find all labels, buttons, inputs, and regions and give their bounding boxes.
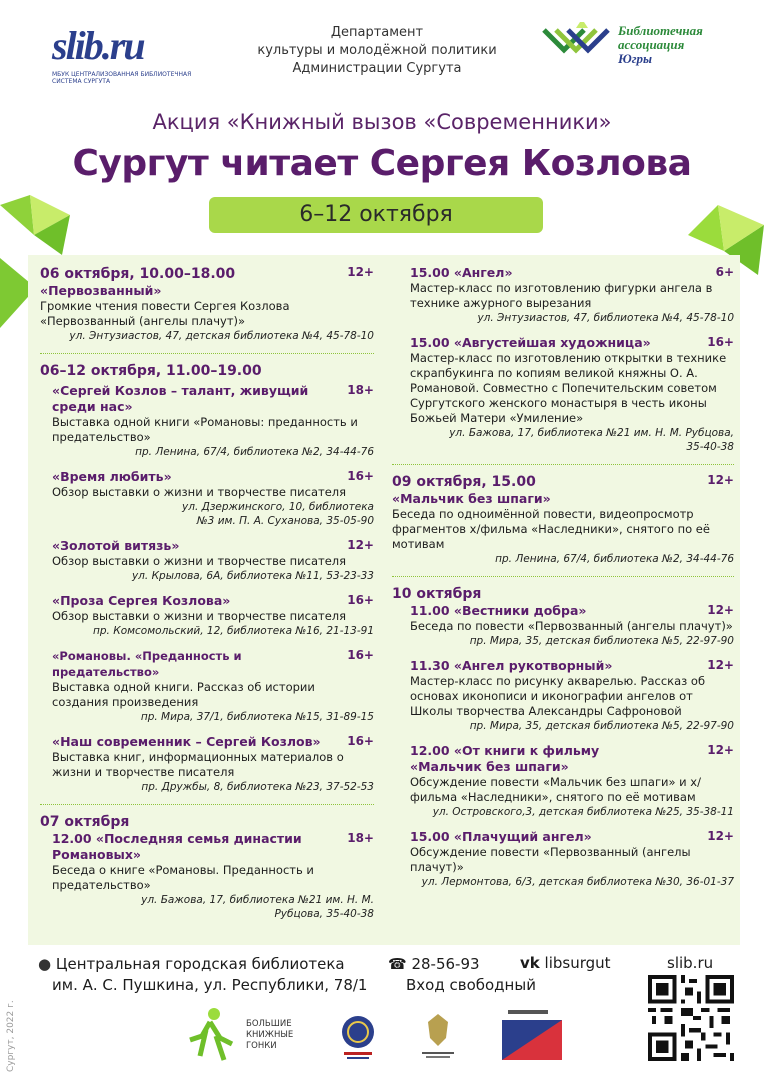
- event-title: «Проза Сергея Козлова»: [52, 593, 231, 608]
- age-badge: 16+: [347, 734, 374, 748]
- event-oct6: [40, 265, 374, 343]
- event-item: [52, 383, 374, 459]
- event-item: [52, 648, 374, 724]
- event-date: 10 октября: [392, 586, 482, 602]
- program-right-column: [392, 265, 734, 899]
- logo-mark: slib.ru: [52, 23, 144, 68]
- age-badge: 18+: [347, 831, 374, 845]
- event-desc: Обсуждение повести «Мальчик без шпаги» и х/фильма «Наследники», снятого по её мотивам: [410, 775, 701, 804]
- races-text: [246, 1019, 293, 1052]
- event-desc: Мастер-класс по изготовлению фигурки ангела в технике ажурного вырезания: [410, 281, 713, 310]
- age-badge: 16+: [347, 648, 374, 662]
- age-badge: 16+: [347, 593, 374, 607]
- event-address: ул. Дзержинского, 10, библиотека №3 им. П. А. Суханова, 35-05-90: [182, 501, 374, 527]
- program-left-column: [40, 265, 374, 931]
- event-date: 06 октября, 10.00–18.00: [40, 266, 236, 282]
- event-item: [52, 831, 374, 921]
- qr-code-icon[interactable]: [648, 975, 734, 1061]
- runner-icon: [180, 1006, 242, 1064]
- event-desc: Беседа по одноимённой повести, видеопросмотр фрагментов х/фильма «Наследники», снятого по её мотивам: [392, 507, 710, 551]
- site-link[interactable]: slib.ru: [667, 954, 714, 972]
- association-line: Библиотечная: [618, 23, 703, 38]
- footer-phone: [388, 954, 536, 996]
- dept-line: Департамент: [330, 25, 424, 40]
- age-badge: 18+: [347, 383, 374, 397]
- event-title: «Романовы. «Преданность и предательство»: [52, 649, 242, 679]
- event-address: пр. Мира, 35, детская библиотека №5, 22-97-90: [469, 720, 734, 732]
- library-name: Центральная городская библиотека: [55, 955, 345, 973]
- event-address: ул. Бажова, 17, библиотека №21 им. Н. М. Рубцова, 35-40-38: [141, 894, 374, 920]
- event-address: ул. Островского,3, детская библиотека №25, 35-38-11: [432, 806, 734, 818]
- footer-address: [38, 954, 367, 996]
- book-races-logo: [180, 1006, 293, 1064]
- event-desc: Обсуждение повести «Первозванный (ангелы плачут)»: [410, 845, 691, 874]
- age-badge: 12+: [347, 538, 374, 552]
- event-desc: Громкие чтения повести Сергея Козлова «Первозванный (ангелы плачут)»: [40, 299, 290, 328]
- event-title: 15.00 «Августейшая художница»: [410, 335, 651, 350]
- event-address: пр. Мира, 35, детская библиотека №5, 22-97-90: [469, 635, 734, 647]
- cbs-logo: [52, 22, 202, 85]
- event-address: ул. Лермонтова, 6/3, детская библиотека №30, 36-01-37: [421, 876, 734, 888]
- divider: [40, 353, 374, 354]
- event-desc: Обзор выставки о жизни и творчестве писателя: [52, 554, 347, 568]
- dept-line: культуры и молодёжной политики: [257, 43, 497, 58]
- association-logo: [540, 22, 703, 68]
- event-desc: Выставка одной книги. Рассказ об истории создания произведения: [52, 680, 315, 709]
- age-badge: 6+: [715, 265, 734, 279]
- event-title: «Золотой витязь»: [52, 538, 180, 553]
- event-address: пр. Дружбы, 8, библиотека №23, 37-52-53: [141, 781, 374, 793]
- phone-number: 28-56-93: [411, 955, 480, 973]
- age-badge: 12+: [707, 603, 734, 617]
- event-desc: Беседа о книге «Романовы. Преданность и предательство»: [52, 863, 314, 892]
- event-title: 15.00 «Ангел»: [410, 265, 513, 280]
- page-title: Сургут читает Сергея Козлова: [72, 143, 692, 184]
- event-desc: Обзор выставки о жизни и творчестве писателя: [52, 485, 347, 499]
- event-item: [52, 538, 374, 583]
- event-desc: Обзор выставки о жизни и творчестве писателя: [52, 609, 347, 623]
- ministry-emblem-icon: [418, 1010, 458, 1062]
- vk-link[interactable]: [520, 954, 611, 972]
- races-line: ГОНКИ: [246, 1040, 277, 1051]
- races-line: БОЛЬШИЕ: [246, 1018, 292, 1029]
- age-badge: 12+: [707, 658, 734, 672]
- age-badge: 12+: [707, 473, 734, 487]
- department: [250, 24, 504, 78]
- event-oct9: [392, 473, 734, 566]
- event-title: «Первозванный»: [40, 283, 162, 298]
- event-date: 09 октября, 15.00: [392, 474, 536, 490]
- event-desc: Выставка одной книги «Романовы: преданность и предательство»: [52, 415, 358, 444]
- event-item: [410, 829, 734, 889]
- event-title: 12.00 «От книги к фильму «Мальчик без шпаги»: [410, 743, 600, 774]
- event-title: «Время любить»: [52, 469, 172, 484]
- event-title: 11.30 «Ангел рукотворный»: [410, 658, 613, 673]
- event-item: [410, 335, 734, 454]
- age-badge: 16+: [707, 335, 734, 349]
- vk-icon: vk: [520, 954, 540, 972]
- location-pin-icon: ●: [38, 955, 52, 973]
- event-item: [410, 603, 734, 648]
- event-title: «Сергей Козлов – талант, живущий среди нас»: [52, 383, 309, 414]
- event-address: ул. Крылова, 6А, библиотека №11, 53-23-33: [131, 570, 374, 582]
- event-address: ул. Бажова, 17, библиотека №21 им. Н. М. Рубцова, 35-40-38: [449, 427, 734, 453]
- event-title: 11.00 «Вестники добра»: [410, 603, 587, 618]
- event-title: «Наш современник – Сергей Козлов»: [52, 734, 321, 749]
- event-item: [410, 743, 734, 819]
- association-name: [618, 24, 703, 66]
- event-address: ул. Энтузиастов, 47, детская библиотека №4, 45-78-10: [69, 330, 374, 342]
- association-chevron-icon: [540, 22, 612, 68]
- association-line: ассоциация: [618, 37, 685, 52]
- event-address: пр. Мира, 37/1, библиотека №15, 31-89-15: [140, 711, 374, 723]
- divider: [392, 576, 734, 577]
- year-caption: Сургут, 2022 г.: [6, 1000, 16, 1072]
- association-line: Югры: [618, 51, 653, 66]
- dept-line: Администрации Сургута: [292, 61, 462, 76]
- event-item: [52, 734, 374, 794]
- phone-icon: ☎: [388, 955, 407, 973]
- age-badge: 12+: [707, 743, 734, 757]
- event-desc: Мастер-класс по рисунку акварелью. Рассказ об основах иконописи и иконографии ангелов от Школы творчества Александры Сафроновой: [410, 674, 706, 718]
- event-item: [52, 469, 374, 528]
- races-line: КНИЖНЫЕ: [246, 1029, 294, 1040]
- date-range-badge: 6–12 октября: [209, 197, 543, 233]
- event-item: [52, 593, 374, 638]
- event-desc: Мастер-класс по изготовлению открытки в технике скрапбукинга по копиям великой княжны О. А. Романовой. Совместно с Попечительским советом Сургутского женского монастыря в честь иконы Божьей Матери «Умиление»: [410, 351, 727, 425]
- event-desc: Выставка книг, информационных материалов о жизни и творчестве писателя: [52, 750, 344, 779]
- national-projects-icon: [498, 1006, 568, 1066]
- culture-fund-emblem-icon: [338, 1012, 378, 1062]
- event-address: ул. Энтузиастов, 47, библиотека №4, 45-78-10: [477, 312, 734, 324]
- entry-free: Вход свободный: [406, 976, 536, 994]
- age-badge: 16+: [347, 469, 374, 483]
- library-address: им. А. С. Пушкина, ул. Республики, 78/1: [52, 976, 368, 994]
- event-title: 15.00 «Плачущий ангел»: [410, 829, 592, 844]
- campaign-title: Акция «Книжный вызов «Современники»: [152, 110, 612, 134]
- event-address: пр. Комсомольский, 12, библиотека №16, 21-13-91: [93, 625, 374, 637]
- age-badge: 12+: [707, 829, 734, 843]
- vk-handle: libsurgut: [544, 954, 611, 972]
- divider: [392, 464, 734, 465]
- event-address: пр. Ленина, 67/4, библиотека №2, 34-44-76: [495, 553, 734, 565]
- event-title: 12.00 «Последняя семья династии Романовых»: [52, 831, 302, 862]
- age-badge: 12+: [347, 265, 374, 279]
- logo-subtitle: МБУК ЦЕНТРАЛИЗОВАННАЯ БИБЛИОТЕЧНАЯ СИСТЕМА СУРГУТА: [52, 71, 192, 85]
- event-desc: Беседа по повести «Первозванный (ангелы плачут)»: [410, 619, 733, 633]
- divider: [40, 804, 374, 805]
- event-title: «Мальчик без шпаги»: [392, 491, 551, 506]
- event-date: 06–12 октября, 11.00–19.00: [40, 363, 262, 379]
- event-address: пр. Ленина, 67/4, библиотека №2, 34-44-76: [135, 446, 374, 458]
- event-date: 07 октября: [40, 814, 130, 830]
- event-item: [410, 658, 734, 733]
- event-item: [410, 265, 734, 325]
- partner-logos: [180, 1006, 580, 1070]
